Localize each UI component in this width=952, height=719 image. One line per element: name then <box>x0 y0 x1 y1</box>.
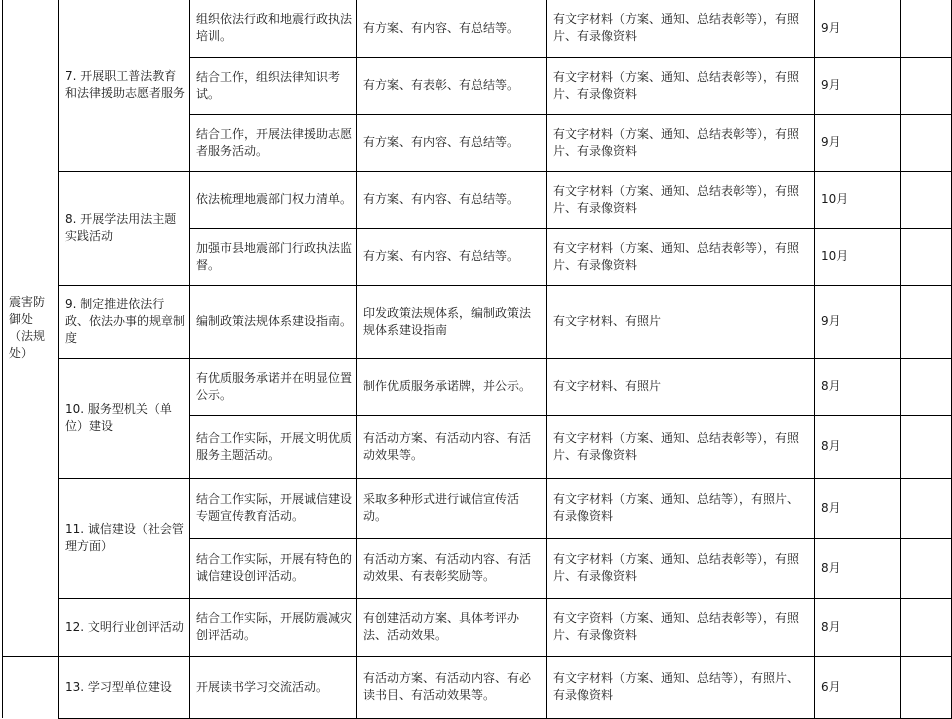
requirement-cell <box>356 358 546 415</box>
requirement-cell-text: 有方案、有内容、有总结等。 <box>363 249 520 263</box>
evidence-cell-text: 有文字材料（方案、通知、总结表彰等），有照片、有录像资料 <box>553 552 800 583</box>
requirement-cell <box>356 478 546 538</box>
evidence-cell-text: 有文字材料（方案、通知、总结等），有照片、有录像资料 <box>553 492 800 523</box>
department-cell <box>2 0 58 656</box>
month-cell-text: 10月 <box>821 192 849 206</box>
task-cell <box>189 538 356 598</box>
month-cell <box>814 57 900 114</box>
item-title-cell-text: 11. 诚信建设（社会管理方面） <box>65 522 184 553</box>
month-cell-text: 9月 <box>821 135 841 149</box>
department-cell-empty <box>2 656 58 718</box>
requirement-cell-text: 印发政策法规体系，编制政策法规体系建设指南 <box>363 305 532 337</box>
note-cell <box>900 538 951 598</box>
month-cell <box>814 656 900 718</box>
evidence-cell-text: 有文字材料（方案、通知、总结等），有照片、有录像资料 <box>553 671 800 702</box>
requirement-cell-text: 有方案、有内容、有总结等。 <box>363 192 520 206</box>
requirement-cell-text: 有活动方案、有活动内容、有活动效果、有表彰奖励等。 <box>363 552 532 583</box>
task-cell <box>189 285 356 358</box>
evidence-cell-text: 有文字材料（方案、通知、总结表彰等），有照片、有录像资料 <box>553 183 800 215</box>
evidence-cell-text: 有文字材料、有照片 <box>553 379 662 393</box>
table-column-divider <box>58 0 59 718</box>
note-cell <box>900 57 951 114</box>
task-cell <box>189 656 356 718</box>
table-row-divider <box>189 478 952 479</box>
month-cell-text: 9月 <box>821 314 841 328</box>
month-cell <box>814 0 900 57</box>
task-cell-text: 组织依法行政和地震行政执法培训。 <box>196 12 353 43</box>
requirement-cell <box>356 114 546 171</box>
evidence-cell <box>546 228 814 285</box>
task-cell-text: 加强市县地震部门行政执法监督。 <box>196 240 353 272</box>
month-cell <box>814 171 900 228</box>
item-title-cell <box>58 0 189 171</box>
evidence-cell-text: 有文字材料（方案、通知、总结表彰等），有照片、有录像资料 <box>553 430 800 462</box>
requirement-cell-text: 有方案、有表彰、有总结等。 <box>363 78 520 92</box>
task-cell <box>189 171 356 228</box>
month-cell <box>814 358 900 415</box>
task-cell-text: 结合工作实际，开展文明优质服务主题活动。 <box>196 430 353 462</box>
evidence-cell-text: 有文字材料（方案、通知、总结表彰等），有照片、有录像资料 <box>553 126 800 158</box>
month-cell <box>814 538 900 598</box>
requirement-cell-text: 有方案、有内容、有总结等。 <box>363 135 520 149</box>
evidence-cell <box>546 285 814 358</box>
month-cell <box>814 598 900 656</box>
table-column-divider <box>546 0 547 718</box>
task-cell-text: 结合工作，开展法律援助志愿者服务活动。 <box>196 126 353 158</box>
month-cell-text: 9月 <box>821 78 841 92</box>
evidence-cell <box>546 415 814 478</box>
task-cell-text: 结合工作实际，开展防震减灾创评活动。 <box>196 611 353 642</box>
item-title-cell-text: 10. 服务型机关（单位）建设 <box>65 402 172 433</box>
item-title-cell-text: 9. 制定推进依法行政、依法办事的规章制度 <box>65 297 186 345</box>
requirement-cell <box>356 228 546 285</box>
table-row-divider <box>189 57 952 58</box>
table-row-divider <box>2 656 952 657</box>
evidence-cell-text: 有文字材料、有照片 <box>553 314 662 328</box>
month-cell-text: 8月 <box>821 379 841 393</box>
note-cell <box>900 415 951 478</box>
task-cell <box>189 415 356 478</box>
month-cell-text: 8月 <box>821 560 841 575</box>
item-title-cell <box>58 358 189 478</box>
task-cell <box>189 358 356 415</box>
table-row-divider <box>189 114 952 115</box>
task-cell-text: 结合工作实际，开展有特色的诚信建设创评活动。 <box>196 552 353 583</box>
task-cell-text: 开展读书学习交流活动。 <box>196 679 329 694</box>
item-title-cell <box>58 478 189 598</box>
evidence-cell-text: 有文字材料（方案、通知、总结表彰等），有照片、有录像资料 <box>553 12 800 43</box>
month-cell-text: 8月 <box>821 439 841 453</box>
task-cell-text: 结合工作实际，开展诚信建设专题宣传教育活动。 <box>196 492 353 523</box>
month-cell <box>814 114 900 171</box>
requirement-cell-text: 制作优质服务承诺牌，并公示。 <box>363 379 532 393</box>
evidence-cell <box>546 538 814 598</box>
requirement-cell <box>356 656 546 718</box>
task-cell <box>189 598 356 656</box>
note-cell <box>900 656 951 718</box>
item-title-cell <box>58 285 189 358</box>
evidence-cell <box>546 478 814 538</box>
table-column-divider <box>900 0 901 718</box>
table-column-divider <box>814 0 815 718</box>
month-cell <box>814 285 900 358</box>
task-cell <box>189 228 356 285</box>
month-cell <box>814 478 900 538</box>
note-cell <box>900 285 951 358</box>
evidence-cell <box>546 114 814 171</box>
evidence-cell-text: 有文字材料（方案、通知、总结表彰等），有照片、有录像资料 <box>553 240 800 272</box>
evidence-cell <box>546 358 814 415</box>
requirement-cell <box>356 538 546 598</box>
table-row-divider <box>189 228 952 229</box>
month-cell-text: 8月 <box>821 500 841 515</box>
item-title-cell <box>58 598 189 656</box>
evidence-cell <box>546 656 814 718</box>
requirement-cell <box>356 598 546 656</box>
evidence-cell <box>546 0 814 57</box>
table-row-divider <box>189 538 952 539</box>
requirement-cell-text: 有活动方案、有活动内容、有必读书目、有活动效果等。 <box>363 671 532 702</box>
task-cell-text: 结合工作，组织法律知识考试。 <box>196 69 341 101</box>
task-cell-text: 有优质服务承诺并在明显位置公示。 <box>196 370 353 402</box>
task-cell-text: 编制政策法规体系建设指南。 <box>196 314 353 328</box>
item-title-cell-text: 8. 开展学法用法主题实践活动 <box>65 212 177 243</box>
evidence-cell <box>546 171 814 228</box>
item-title-cell-text: 13. 学习型单位建设 <box>65 679 172 694</box>
table-column-divider <box>189 0 190 718</box>
evidence-cell-text: 有文字资料（方案、通知、总结表彰等），有照片、有录像资料 <box>553 611 800 642</box>
evidence-cell <box>546 598 814 656</box>
note-cell <box>900 598 951 656</box>
table-row-divider <box>189 171 952 172</box>
table-row-divider <box>189 285 952 286</box>
department-cell-text: 震害防御处（法规处） <box>9 294 46 360</box>
evidence-cell-text: 有文字材料（方案、通知、总结表彰等），有照片、有录像资料 <box>553 69 800 101</box>
requirement-cell-text: 有活动方案、有活动内容、有活动效果等。 <box>363 430 532 462</box>
task-cell <box>189 0 356 57</box>
table-row-divider <box>189 415 952 416</box>
requirement-cell-text: 有方案、有内容、有总结等。 <box>363 20 520 35</box>
requirement-cell-text: 有创建活动方案、具体考评办法、活动效果。 <box>363 611 520 642</box>
requirement-cell <box>356 57 546 114</box>
month-cell-text: 6月 <box>821 679 841 694</box>
item-title-cell <box>58 171 189 285</box>
task-cell <box>189 57 356 114</box>
note-cell <box>900 478 951 538</box>
table-column-divider <box>2 0 3 718</box>
item-title-cell <box>58 656 189 718</box>
table-column-divider <box>356 0 357 718</box>
note-cell <box>900 171 951 228</box>
evidence-cell <box>546 57 814 114</box>
month-cell-text: 9月 <box>821 20 841 35</box>
requirement-cell-text: 采取多种形式进行诚信宣传活动。 <box>363 492 520 523</box>
requirement-cell <box>356 0 546 57</box>
requirement-cell <box>356 171 546 228</box>
note-cell <box>900 358 951 415</box>
table-row-divider <box>189 358 952 359</box>
table-row-divider <box>189 598 952 599</box>
month-cell-text: 8月 <box>821 619 841 634</box>
task-cell-text: 依法梳理地震部门权力清单。 <box>196 192 353 206</box>
month-cell-text: 10月 <box>821 249 849 263</box>
item-title-cell-text: 12. 文明行业创评活动 <box>65 619 184 634</box>
task-cell <box>189 478 356 538</box>
month-cell <box>814 228 900 285</box>
note-cell <box>900 0 951 57</box>
month-cell <box>814 415 900 478</box>
note-cell <box>900 228 951 285</box>
note-cell <box>900 114 951 171</box>
requirement-cell <box>356 415 546 478</box>
task-cell <box>189 114 356 171</box>
item-title-cell-text: 7. 开展职工普法教育和法律援助志愿者服务 <box>65 69 186 100</box>
requirement-cell <box>356 285 546 358</box>
